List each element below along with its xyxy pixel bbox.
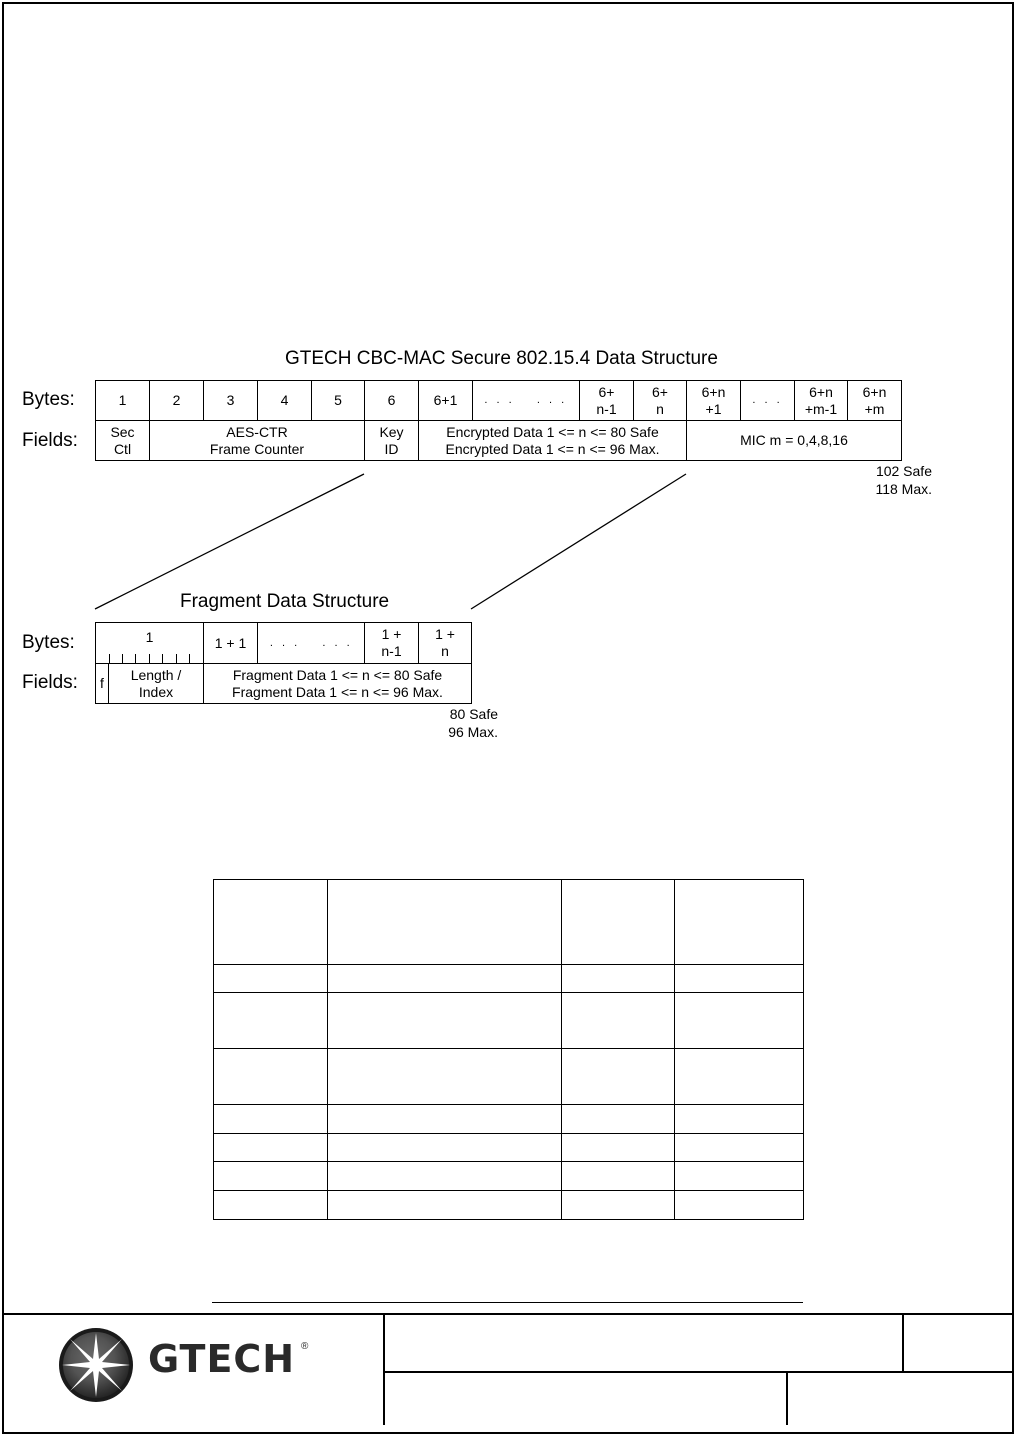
- main-byte-cell: 2: [149, 380, 204, 421]
- table-row: [214, 1049, 804, 1105]
- main-byte-cell: 6+ n-1: [579, 380, 634, 421]
- table-cell: [562, 1049, 675, 1105]
- bit-tick: [109, 654, 110, 663]
- bit-tick: [176, 654, 177, 663]
- main-bytes-label: Bytes:: [22, 389, 75, 410]
- connector-line-left: [95, 474, 364, 609]
- table-cell: [328, 1191, 562, 1220]
- table-cell: [328, 1049, 562, 1105]
- main-field-mic: MIC m = 0,4,8,16: [686, 420, 902, 461]
- main-byte-ellipsis: . . .: [740, 380, 795, 421]
- bit-tick: [135, 654, 136, 663]
- title-block-divider: [383, 1371, 1014, 1373]
- table-cell: [328, 1162, 562, 1191]
- table-cell: [562, 1162, 675, 1191]
- fragment-field-data: Fragment Data 1 <= n <= 80 Safe Fragment Data 1 <= n <= 96 Max.: [203, 663, 472, 704]
- table-cell: [675, 1105, 804, 1134]
- table-cell: [328, 1134, 562, 1162]
- table-cell: [562, 880, 675, 965]
- main-byte-cell: 1: [95, 380, 150, 421]
- main-byte-cell: 6+n +m: [847, 380, 902, 421]
- main-byte-ellipsis: . . .: [472, 380, 526, 421]
- gtech-logo-registered: ®: [301, 1341, 309, 1352]
- table-cell: [675, 1134, 804, 1162]
- table-cell: [675, 965, 804, 993]
- empty-table: [213, 879, 804, 1220]
- main-field-key-id: Key ID: [364, 420, 419, 461]
- table-cell: [214, 965, 328, 993]
- connector-line-right: [471, 474, 686, 609]
- fragment-fields-label: Fields:: [22, 672, 78, 693]
- bit-tick: [149, 654, 150, 663]
- table-row: [214, 1191, 804, 1220]
- main-fields-label: Fields:: [22, 430, 78, 451]
- table-cell: [562, 1134, 675, 1162]
- table-cell: [328, 993, 562, 1049]
- main-field-frame-counter: AES-CTR Frame Counter: [149, 420, 365, 461]
- table-cell: [562, 993, 675, 1049]
- separator-line: [212, 1302, 803, 1303]
- table-cell: [675, 1162, 804, 1191]
- fragment-byte-ellipsis: . . .: [257, 622, 312, 664]
- table-cell: [328, 965, 562, 993]
- table-row: [214, 993, 804, 1049]
- title-block: [2, 1313, 1014, 1434]
- fragment-byte-ellipsis: . . .: [311, 622, 365, 664]
- bit-tick: [162, 654, 163, 663]
- fragment-byte-cell: 1 + 1: [203, 622, 258, 664]
- table-cell: [328, 1105, 562, 1134]
- title-block-divider: [786, 1372, 788, 1425]
- bit-tick: [122, 654, 123, 663]
- fragment-bytes-label: Bytes:: [22, 632, 75, 653]
- bit-tick: [189, 654, 190, 663]
- table-cell: [675, 880, 804, 965]
- title-block-divider: [383, 1315, 385, 1425]
- table-row: [214, 1162, 804, 1191]
- table-row: [214, 1134, 804, 1162]
- table-cell: [214, 1105, 328, 1134]
- table-cell: [214, 1162, 328, 1191]
- main-byte-cell: 6+1: [418, 380, 473, 421]
- table-cell: [562, 965, 675, 993]
- fragment-byte-cell: 1 + n-1: [364, 622, 419, 664]
- main-byte-ellipsis: . . .: [525, 380, 580, 421]
- main-size-note: 102 Safe 118 Max.: [875, 463, 932, 497]
- table-cell: [328, 880, 562, 965]
- table-row: [214, 1105, 804, 1134]
- table-cell: [675, 1191, 804, 1220]
- table-cell: [675, 993, 804, 1049]
- table-cell: [214, 1134, 328, 1162]
- main-byte-cell: 6+n +1: [686, 380, 741, 421]
- fragment-field-flag: f: [95, 663, 109, 704]
- fragment-byte-cell: 1: [95, 622, 204, 664]
- table-cell: [214, 880, 328, 965]
- fragment-field-length-index: Length / Index: [108, 663, 204, 704]
- fragment-diagram-title: Fragment Data Structure: [180, 591, 390, 612]
- main-byte-cell: 5: [311, 380, 365, 421]
- main-byte-cell: 3: [203, 380, 258, 421]
- fragment-size-note: 80 Safe 96 Max.: [448, 706, 498, 740]
- table-row: [214, 965, 804, 993]
- gtech-logo-text: GTECH: [148, 1337, 296, 1381]
- fragment-byte-cell: 1 + n: [418, 622, 472, 664]
- main-byte-cell: 6+ n: [633, 380, 687, 421]
- table-cell: [214, 993, 328, 1049]
- main-field-sec-ctl: Sec Ctl: [95, 420, 150, 461]
- table-cell: [675, 1049, 804, 1105]
- title-block-divider: [902, 1315, 904, 1372]
- table-cell: [214, 1191, 328, 1220]
- main-byte-cell: 4: [257, 380, 312, 421]
- main-field-encrypted-data: Encrypted Data 1 <= n <= 80 Safe Encrypted Data 1 <= n <= 96 Max.: [418, 420, 687, 461]
- table-row: [214, 880, 804, 965]
- main-byte-cell: 6: [364, 380, 419, 421]
- table-cell: [214, 1049, 328, 1105]
- gtech-logo-mark-icon: [56, 1325, 136, 1405]
- gtech-logo: [54, 1323, 324, 1403]
- table-cell: [562, 1191, 675, 1220]
- main-byte-cell: 6+n +m-1: [794, 380, 848, 421]
- table-cell: [562, 1105, 675, 1134]
- main-diagram-title: GTECH CBC-MAC Secure 802.15.4 Data Structure: [285, 348, 718, 369]
